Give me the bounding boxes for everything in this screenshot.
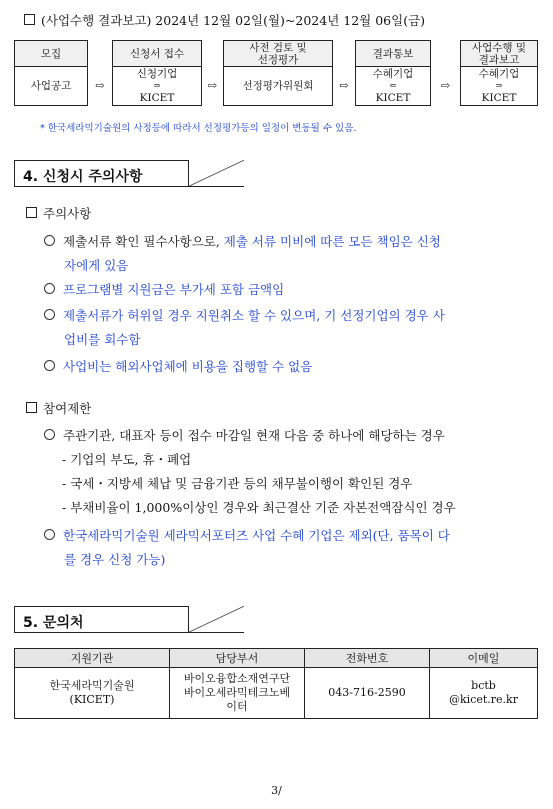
flow-step-1-body: 사업공고: [14, 66, 88, 106]
table-row: [15, 668, 538, 719]
circle-bullet-icon: [44, 309, 55, 320]
circle-bullet-icon: [44, 360, 55, 371]
square-bullet-icon: [26, 402, 37, 413]
restrict-intro: 주관기관, 대표자 등이 접수 마감일 현재 다음 중 하나에 해당하는 경우: [44, 427, 445, 444]
flow-step-5-body: 수혜기업 ⇒ KICET: [460, 66, 538, 106]
note-item-2: 프로그램별 지원금은 부가세 포함 금액임: [44, 281, 284, 298]
section-4-title: 4. 신청시 주의사항: [14, 160, 244, 187]
circle-bullet-icon: [44, 235, 55, 246]
cell-org: 한국세라믹기술원 (KICET): [15, 668, 170, 719]
note-item-1-cont: 자에게 있음: [64, 258, 129, 273]
header-org: 지원기관: [15, 649, 170, 668]
restrict-item-2: - 국세・지방세 체납 및 금융기관 등의 채무불이행이 확인된 경우: [62, 476, 413, 491]
flow-arrow-icon: ⇨: [440, 79, 451, 92]
notes-heading: 주의사항: [26, 205, 91, 222]
cell-email[interactable]: bctb @kicet.re.kr: [430, 668, 538, 719]
restrict-exclusion-cont: 를 경우 신청 가능): [64, 552, 166, 567]
cell-phone: 043-716-2590: [305, 668, 430, 719]
flow-step-2-body: 신청기업 ⇒ KICET: [112, 66, 202, 106]
header-phone: 전화번호: [305, 649, 430, 668]
flow-step-3-head: 사전 검토 및 선정평가: [223, 40, 333, 67]
flow-step-4-body: 수혜기업 ⇐ KICET: [355, 66, 431, 106]
square-bullet-icon: [24, 14, 35, 25]
flow-step-3-body: 선정평가위원회: [223, 66, 333, 106]
flow-note: * 한국세라믹기술원의 사정등에 따라서 선정평가등의 일정이 변동될 수 있음.: [40, 123, 357, 134]
restrict-heading: 참여제한: [26, 400, 91, 417]
circle-bullet-icon: [44, 529, 55, 540]
restrict-item-3: - 부채비율이 1,000%이상인 경우와 최근결산 기준 자본전액잠식인 경우: [62, 500, 456, 515]
header-email: 이메일: [430, 649, 538, 668]
note-item-4: 사업비는 해외사업체에 비용을 집행할 수 없음: [44, 358, 312, 375]
header-dept: 담당부서: [170, 649, 305, 668]
square-bullet-icon: [26, 207, 37, 218]
note-item-3: 제출서류가 허위일 경우 지원취소 할 수 있으며, 기 선정기업의 경우 사: [44, 307, 445, 324]
cell-dept: 바이오융합소재연구단 바이오세라믹테크노베 이터: [170, 668, 305, 719]
schedule-heading: (사업수행 결과보고) 2024년 12월 02일(월)~2024년 12월 06일(금): [24, 12, 425, 29]
flow-step-5-head: 사업수행 및 결과보고: [460, 40, 538, 67]
circle-bullet-icon: [44, 429, 55, 440]
flow-arrow-icon: ⇨: [207, 79, 218, 92]
flow-step-4-head: 결과통보: [355, 40, 431, 67]
contact-table: [14, 648, 538, 719]
section-5-title: 5. 문의처: [14, 606, 244, 633]
note-item-3-cont: 업비를 회수함: [64, 332, 141, 347]
flow-arrow-icon: ⇨: [339, 79, 349, 92]
page-number: 3/: [271, 784, 282, 797]
table-header-row: [15, 649, 538, 668]
note-item-1: 제출서류 확인 필수사항으로, 제출 서류 미비에 따른 모든 책임은 신청: [44, 233, 441, 250]
restrict-item-1: - 기업의 부도, 휴・폐업: [62, 452, 192, 467]
flow-arrow-icon: ⇨: [95, 79, 105, 92]
flow-step-1-head: 모집: [14, 40, 88, 67]
circle-bullet-icon: [44, 283, 55, 294]
restrict-exclusion: 한국세라믹기술원 세라믹서포터즈 사업 수혜 기업은 제외(단, 품목이 다: [44, 527, 450, 544]
flow-step-2-head: 신청서 접수: [112, 40, 202, 67]
